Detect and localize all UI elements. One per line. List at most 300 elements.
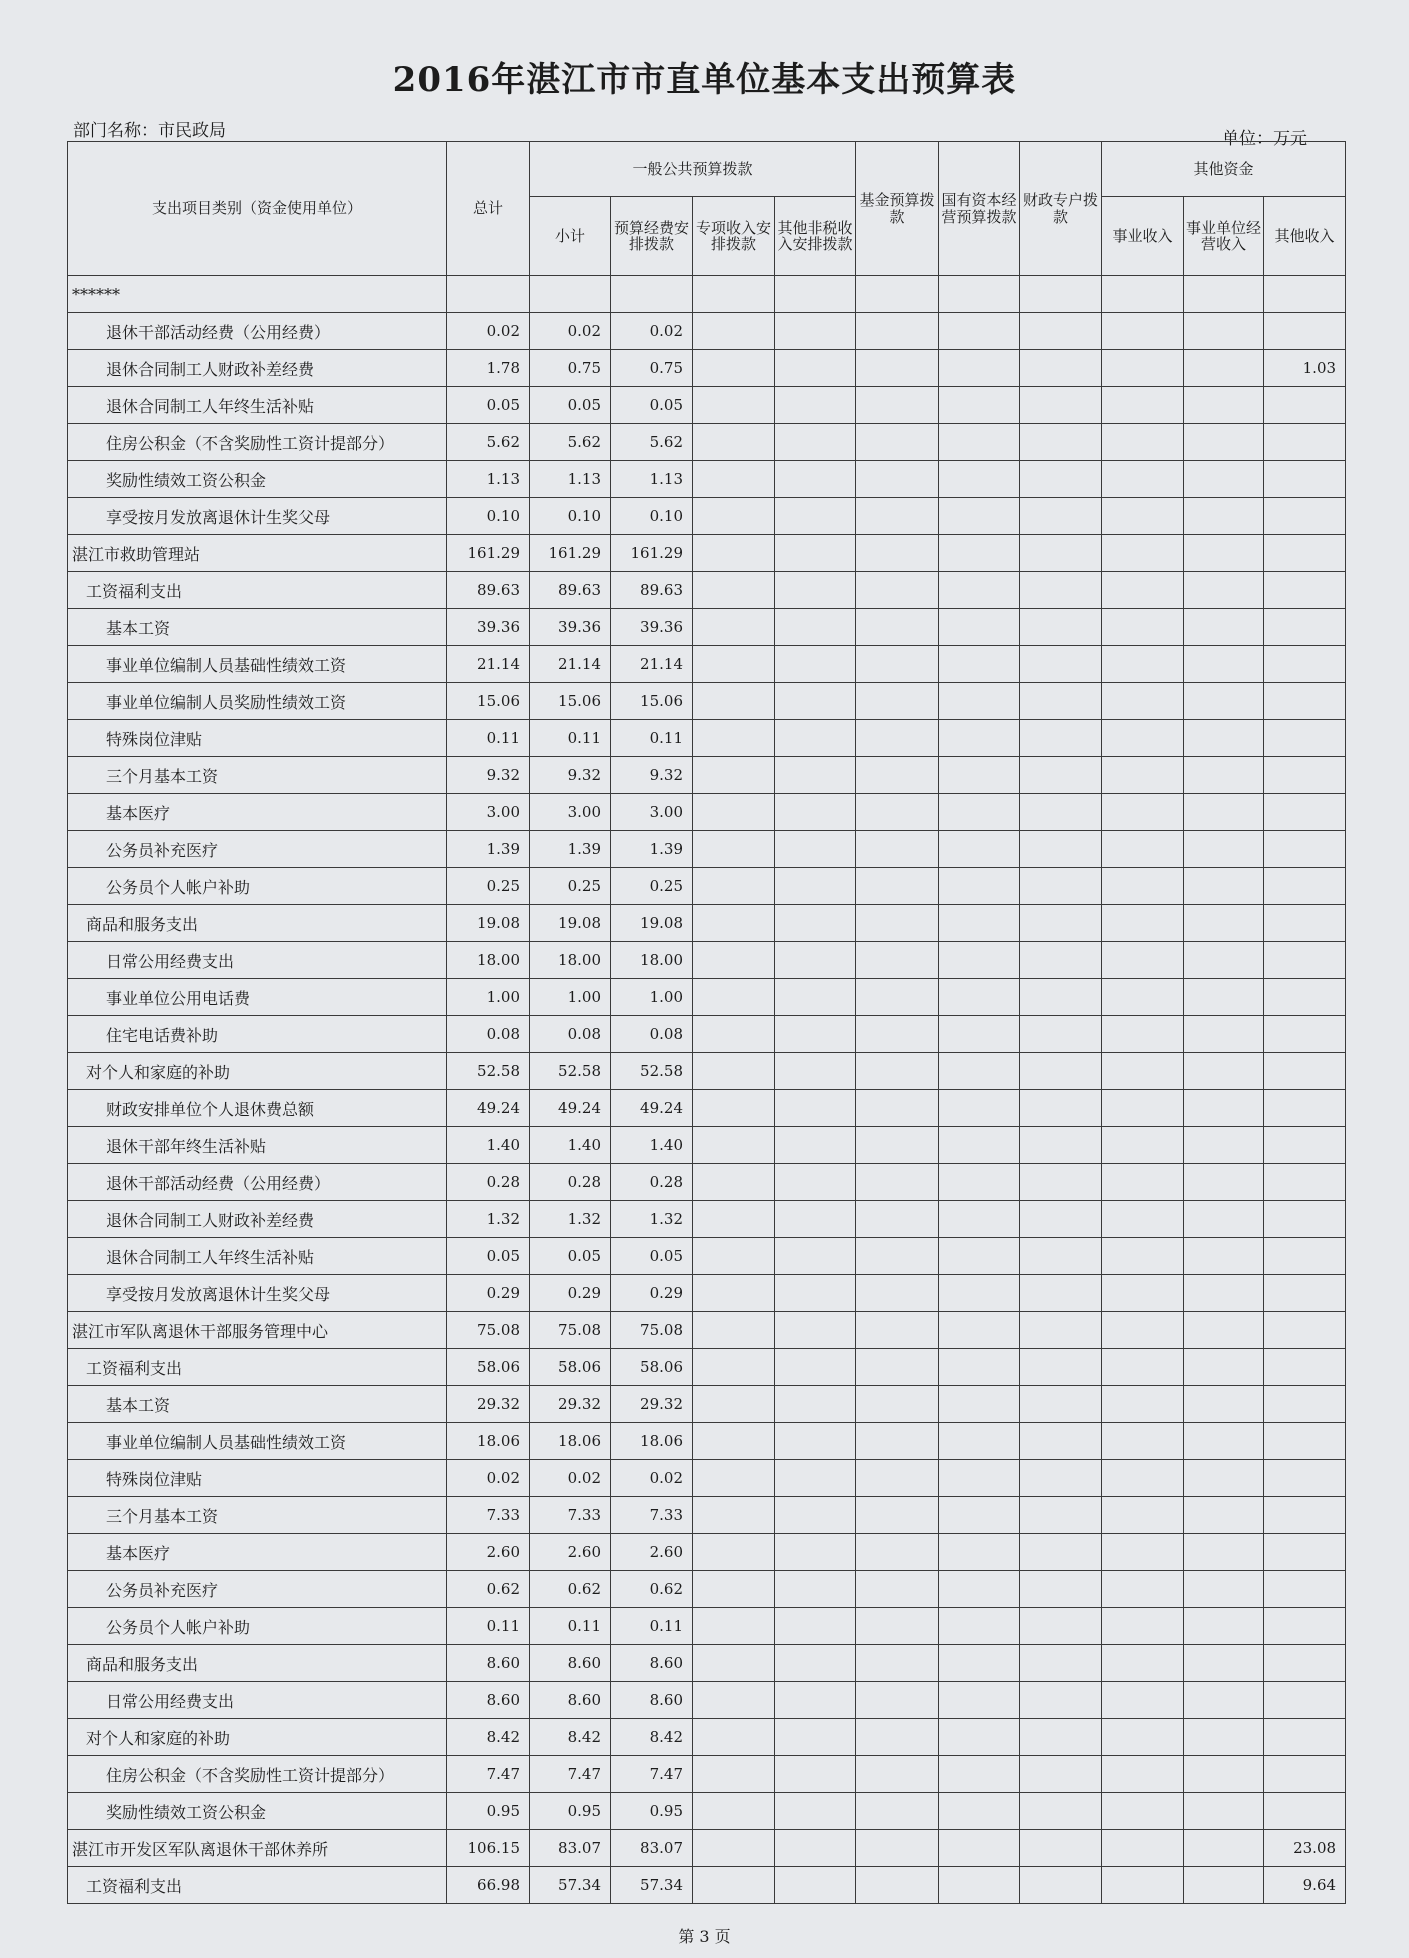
cell-empty xyxy=(1020,905,1102,942)
cell-empty xyxy=(1102,1238,1184,1275)
cell-empty xyxy=(775,1275,856,1312)
cell-other xyxy=(1264,1053,1346,1090)
row-category: 对个人和家庭的补助 xyxy=(68,1719,447,1756)
cell-total: 0.02 xyxy=(447,1460,530,1497)
cell-empty xyxy=(1020,1016,1102,1053)
cell-other xyxy=(1264,1645,1346,1682)
cell-empty xyxy=(775,1571,856,1608)
cell-empty xyxy=(1020,1349,1102,1386)
cell-empty xyxy=(775,1016,856,1053)
cell-empty xyxy=(1102,276,1184,313)
cell-subtotal: 49.24 xyxy=(530,1090,611,1127)
table-row xyxy=(68,646,1346,683)
cell-budget: 0.75 xyxy=(611,350,693,387)
cell-budget: 7.33 xyxy=(611,1497,693,1534)
cell-empty xyxy=(856,1423,939,1460)
cell-empty xyxy=(939,609,1020,646)
cell-empty xyxy=(775,1164,856,1201)
cell-empty xyxy=(856,350,939,387)
cell-budget: 1.00 xyxy=(611,979,693,1016)
cell-empty xyxy=(775,535,856,572)
cell-total: 75.08 xyxy=(447,1312,530,1349)
cell-empty xyxy=(1184,831,1264,868)
cell-empty xyxy=(1020,942,1102,979)
cell-empty xyxy=(693,1312,775,1349)
cell-other xyxy=(1264,1386,1346,1423)
row-category: 基本工资 xyxy=(68,609,447,646)
cell-empty xyxy=(1184,313,1264,350)
cell-other: 1.03 xyxy=(1264,350,1346,387)
cell-empty xyxy=(939,1460,1020,1497)
cell-empty xyxy=(775,794,856,831)
cell-empty xyxy=(856,1238,939,1275)
cell-empty xyxy=(939,1867,1020,1904)
row-category: 住房公积金（不含奖励性工资计提部分） xyxy=(68,1756,447,1793)
row-category: 退休干部活动经费（公用经费） xyxy=(68,313,447,350)
cell-total: 0.11 xyxy=(447,720,530,757)
cell-empty xyxy=(1184,1682,1264,1719)
cell-empty xyxy=(1020,424,1102,461)
cell-subtotal: 8.60 xyxy=(530,1645,611,1682)
cell-other xyxy=(1264,535,1346,572)
cell-empty xyxy=(856,313,939,350)
cell-budget: 2.60 xyxy=(611,1534,693,1571)
cell-other xyxy=(1264,1571,1346,1608)
department-label: 部门名称：市民政局 xyxy=(73,121,226,141)
cell-empty xyxy=(856,646,939,683)
cell-subtotal: 21.14 xyxy=(530,646,611,683)
cell-empty xyxy=(1184,461,1264,498)
row-category: 财政安排单位个人退休费总额 xyxy=(68,1090,447,1127)
cell-empty xyxy=(856,1275,939,1312)
cell-other xyxy=(1264,942,1346,979)
cell-other xyxy=(1264,868,1346,905)
cell-subtotal: 0.02 xyxy=(530,1460,611,1497)
cell-empty xyxy=(1020,1164,1102,1201)
header-business-income: 事业收入 xyxy=(1102,197,1184,276)
cell-other xyxy=(1264,1016,1346,1053)
cell-empty xyxy=(1184,905,1264,942)
cell-empty xyxy=(693,1201,775,1238)
cell-empty xyxy=(693,1016,775,1053)
cell-empty xyxy=(939,1349,1020,1386)
cell-empty xyxy=(775,1090,856,1127)
table-row xyxy=(68,1682,1346,1719)
cell-empty xyxy=(939,979,1020,1016)
cell-empty xyxy=(856,1460,939,1497)
cell-budget: 8.60 xyxy=(611,1645,693,1682)
cell-other xyxy=(1264,1312,1346,1349)
table-row xyxy=(68,1719,1346,1756)
cell-empty xyxy=(1020,276,1102,313)
cell-budget: 8.60 xyxy=(611,1682,693,1719)
cell-empty xyxy=(775,1645,856,1682)
table-row xyxy=(68,313,1346,350)
header-other-funds: 其他资金 xyxy=(1102,142,1346,197)
cell-empty xyxy=(775,1719,856,1756)
cell-empty xyxy=(939,1164,1020,1201)
cell-budget: 39.36 xyxy=(611,609,693,646)
cell-empty xyxy=(775,1127,856,1164)
cell-empty xyxy=(775,350,856,387)
cell-empty xyxy=(856,757,939,794)
row-category: 退休干部活动经费（公用经费） xyxy=(68,1164,447,1201)
cell-empty xyxy=(693,1386,775,1423)
cell-other xyxy=(1264,831,1346,868)
cell-empty xyxy=(1102,572,1184,609)
cell-empty xyxy=(1102,1275,1184,1312)
cell-total: 0.62 xyxy=(447,1571,530,1608)
cell-empty xyxy=(856,1645,939,1682)
cell-budget: 9.32 xyxy=(611,757,693,794)
cell-empty xyxy=(939,276,1020,313)
cell-total: 1.40 xyxy=(447,1127,530,1164)
cell-empty xyxy=(939,461,1020,498)
table-row xyxy=(68,868,1346,905)
cell-empty xyxy=(1102,1645,1184,1682)
cell-budget: 21.14 xyxy=(611,646,693,683)
cell-empty xyxy=(775,1793,856,1830)
cell-empty xyxy=(775,1682,856,1719)
cell-budget: 52.58 xyxy=(611,1053,693,1090)
cell-empty xyxy=(856,1127,939,1164)
table-row xyxy=(68,683,1346,720)
header-other-income: 其他收入 xyxy=(1264,197,1346,276)
budget-table xyxy=(67,141,1346,1904)
cell-empty xyxy=(856,276,939,313)
cell-empty xyxy=(1102,1571,1184,1608)
cell-empty xyxy=(939,1312,1020,1349)
cell-empty xyxy=(775,1497,856,1534)
cell-budget xyxy=(611,276,693,313)
cell-budget: 57.34 xyxy=(611,1867,693,1904)
cell-empty xyxy=(775,313,856,350)
row-category: 特殊岗位津贴 xyxy=(68,1460,447,1497)
cell-empty xyxy=(1020,646,1102,683)
cell-empty xyxy=(939,313,1020,350)
cell-empty xyxy=(693,387,775,424)
cell-empty xyxy=(693,1127,775,1164)
cell-empty xyxy=(693,1645,775,1682)
cell-budget: 15.06 xyxy=(611,683,693,720)
row-category: 退休合同制工人财政补差经费 xyxy=(68,350,447,387)
cell-empty xyxy=(1184,1201,1264,1238)
row-category: 公务员个人帐户补助 xyxy=(68,868,447,905)
cell-total: 0.05 xyxy=(447,1238,530,1275)
cell-empty xyxy=(775,1238,856,1275)
cell-empty xyxy=(1020,350,1102,387)
cell-subtotal: 15.06 xyxy=(530,683,611,720)
cell-empty xyxy=(1020,461,1102,498)
cell-total: 3.00 xyxy=(447,794,530,831)
cell-empty xyxy=(856,683,939,720)
cell-empty xyxy=(1020,1386,1102,1423)
cell-empty xyxy=(1020,609,1102,646)
cell-empty xyxy=(693,609,775,646)
cell-empty xyxy=(775,757,856,794)
cell-empty xyxy=(1020,1867,1102,1904)
table-row xyxy=(68,1275,1346,1312)
cell-empty xyxy=(1102,1312,1184,1349)
header-category: 支出项目类别（资金使用单位） xyxy=(68,142,447,276)
cell-empty xyxy=(693,1423,775,1460)
header-general-budget: 一般公共预算拨款 xyxy=(530,142,856,197)
table-row xyxy=(68,1238,1346,1275)
row-category: 日常公用经费支出 xyxy=(68,942,447,979)
cell-empty xyxy=(1184,535,1264,572)
cell-empty xyxy=(939,1608,1020,1645)
cell-other xyxy=(1264,1238,1346,1275)
cell-subtotal: 0.05 xyxy=(530,387,611,424)
table-row xyxy=(68,1386,1346,1423)
cell-empty xyxy=(1184,1830,1264,1867)
cell-empty xyxy=(939,683,1020,720)
cell-budget: 8.42 xyxy=(611,1719,693,1756)
table-row xyxy=(68,1201,1346,1238)
row-category: 退休合同制工人财政补差经费 xyxy=(68,1201,447,1238)
row-category: 湛江市救助管理站 xyxy=(68,535,447,572)
cell-subtotal: 0.75 xyxy=(530,350,611,387)
cell-empty xyxy=(856,1867,939,1904)
cell-empty xyxy=(1184,1719,1264,1756)
cell-empty xyxy=(939,1719,1020,1756)
cell-other xyxy=(1264,979,1346,1016)
cell-other xyxy=(1264,1682,1346,1719)
cell-empty xyxy=(856,1830,939,1867)
row-category: 商品和服务支出 xyxy=(68,1645,447,1682)
cell-empty xyxy=(693,1275,775,1312)
cell-subtotal: 18.06 xyxy=(530,1423,611,1460)
cell-empty xyxy=(693,461,775,498)
cell-empty xyxy=(1102,757,1184,794)
cell-empty xyxy=(856,794,939,831)
cell-empty xyxy=(1184,387,1264,424)
cell-total: 89.63 xyxy=(447,572,530,609)
table-row xyxy=(68,535,1346,572)
cell-total: 8.60 xyxy=(447,1645,530,1682)
cell-budget: 0.95 xyxy=(611,1793,693,1830)
cell-empty xyxy=(939,424,1020,461)
cell-empty xyxy=(856,1608,939,1645)
table-row xyxy=(68,609,1346,646)
cell-empty xyxy=(1020,831,1102,868)
page-number: 第 3 页 xyxy=(678,1927,731,1946)
cell-empty xyxy=(1184,683,1264,720)
cell-budget: 0.02 xyxy=(611,1460,693,1497)
table-row xyxy=(68,424,1346,461)
cell-empty xyxy=(1102,1349,1184,1386)
cell-budget: 0.11 xyxy=(611,720,693,757)
cell-empty xyxy=(693,1090,775,1127)
table-row xyxy=(68,572,1346,609)
cell-empty xyxy=(775,276,856,313)
cell-empty xyxy=(856,1053,939,1090)
cell-other xyxy=(1264,1756,1346,1793)
cell-other xyxy=(1264,1275,1346,1312)
cell-empty xyxy=(1102,1201,1184,1238)
cell-empty xyxy=(693,1238,775,1275)
cell-empty xyxy=(1102,350,1184,387)
cell-empty xyxy=(856,1682,939,1719)
cell-subtotal: 0.10 xyxy=(530,498,611,535)
cell-total: 106.15 xyxy=(447,1830,530,1867)
cell-empty xyxy=(856,535,939,572)
cell-empty xyxy=(1020,1460,1102,1497)
cell-subtotal xyxy=(530,276,611,313)
cell-subtotal: 19.08 xyxy=(530,905,611,942)
cell-total: 1.00 xyxy=(447,979,530,1016)
cell-other xyxy=(1264,1534,1346,1571)
cell-subtotal: 0.05 xyxy=(530,1238,611,1275)
cell-budget: 0.05 xyxy=(611,387,693,424)
table-row xyxy=(68,350,1346,387)
cell-subtotal: 83.07 xyxy=(530,1830,611,1867)
cell-empty xyxy=(1020,1275,1102,1312)
cell-empty xyxy=(1184,1090,1264,1127)
cell-total: 66.98 xyxy=(447,1867,530,1904)
cell-empty xyxy=(1020,979,1102,1016)
table-body xyxy=(68,276,1346,1904)
header-fund-budget: 基金预算拨款 xyxy=(856,142,939,276)
cell-budget: 0.02 xyxy=(611,313,693,350)
cell-empty xyxy=(939,1497,1020,1534)
header-special-income: 专项收入安排拨款 xyxy=(693,197,775,276)
cell-subtotal: 8.42 xyxy=(530,1719,611,1756)
cell-other: 9.64 xyxy=(1264,1867,1346,1904)
cell-empty xyxy=(939,1830,1020,1867)
cell-total: 7.47 xyxy=(447,1756,530,1793)
cell-subtotal: 3.00 xyxy=(530,794,611,831)
row-category: 退休干部年终生活补贴 xyxy=(68,1127,447,1164)
cell-budget: 83.07 xyxy=(611,1830,693,1867)
cell-empty xyxy=(1184,498,1264,535)
cell-other xyxy=(1264,1164,1346,1201)
cell-budget: 89.63 xyxy=(611,572,693,609)
cell-empty xyxy=(693,1793,775,1830)
cell-empty xyxy=(1184,1127,1264,1164)
cell-empty xyxy=(1020,1090,1102,1127)
cell-empty xyxy=(1020,868,1102,905)
cell-empty xyxy=(1184,1275,1264,1312)
cell-empty xyxy=(939,1756,1020,1793)
row-category: 退休合同制工人年终生活补贴 xyxy=(68,1238,447,1275)
cell-empty xyxy=(856,1719,939,1756)
cell-empty xyxy=(939,1238,1020,1275)
cell-empty xyxy=(1184,794,1264,831)
cell-total: 8.42 xyxy=(447,1719,530,1756)
cell-empty xyxy=(856,1793,939,1830)
cell-empty xyxy=(693,1053,775,1090)
cell-empty xyxy=(693,1460,775,1497)
row-category: 退休合同制工人年终生活补贴 xyxy=(68,387,447,424)
cell-empty xyxy=(1102,1534,1184,1571)
cell-empty xyxy=(1020,572,1102,609)
row-category: 事业单位公用电话费 xyxy=(68,979,447,1016)
cell-total: 21.14 xyxy=(447,646,530,683)
cell-empty xyxy=(1102,794,1184,831)
cell-empty xyxy=(775,1608,856,1645)
cell-budget: 29.32 xyxy=(611,1386,693,1423)
table-row xyxy=(68,1571,1346,1608)
table-row xyxy=(68,1645,1346,1682)
cell-other xyxy=(1264,1793,1346,1830)
cell-empty xyxy=(693,979,775,1016)
row-category: 基本工资 xyxy=(68,1386,447,1423)
cell-subtotal: 29.32 xyxy=(530,1386,611,1423)
cell-empty xyxy=(939,794,1020,831)
cell-empty xyxy=(693,1867,775,1904)
cell-empty xyxy=(1184,1534,1264,1571)
cell-empty xyxy=(693,942,775,979)
cell-empty xyxy=(939,1090,1020,1127)
cell-empty xyxy=(1102,1756,1184,1793)
cell-other xyxy=(1264,313,1346,350)
cell-empty xyxy=(856,942,939,979)
table-row xyxy=(68,1534,1346,1571)
cell-empty xyxy=(775,1460,856,1497)
header-total: 总计 xyxy=(447,142,530,276)
cell-empty xyxy=(856,1016,939,1053)
cell-other xyxy=(1264,276,1346,313)
cell-empty xyxy=(1020,1127,1102,1164)
cell-total: 1.13 xyxy=(447,461,530,498)
cell-total: 39.36 xyxy=(447,609,530,646)
cell-empty xyxy=(1184,1164,1264,1201)
cell-empty xyxy=(856,424,939,461)
cell-subtotal: 57.34 xyxy=(530,1867,611,1904)
cell-other xyxy=(1264,498,1346,535)
cell-total: 52.58 xyxy=(447,1053,530,1090)
cell-empty xyxy=(939,1423,1020,1460)
cell-empty xyxy=(939,831,1020,868)
cell-empty xyxy=(1184,1793,1264,1830)
cell-empty xyxy=(693,868,775,905)
cell-total: 29.32 xyxy=(447,1386,530,1423)
cell-empty xyxy=(1020,1830,1102,1867)
cell-subtotal: 1.13 xyxy=(530,461,611,498)
cell-empty xyxy=(939,1645,1020,1682)
cell-other xyxy=(1264,1460,1346,1497)
row-category: 事业单位编制人员奖励性绩效工资 xyxy=(68,683,447,720)
header-budget-funds: 预算经费安排拨款 xyxy=(611,197,693,276)
cell-empty xyxy=(939,1201,1020,1238)
cell-budget: 0.11 xyxy=(611,1608,693,1645)
cell-empty xyxy=(775,1312,856,1349)
row-category: 住宅电话费补助 xyxy=(68,1016,447,1053)
cell-empty xyxy=(1102,683,1184,720)
cell-empty xyxy=(1020,313,1102,350)
row-category: 湛江市军队离退休干部服务管理中心 xyxy=(68,1312,447,1349)
cell-other xyxy=(1264,757,1346,794)
cell-empty xyxy=(1102,868,1184,905)
cell-empty xyxy=(775,1867,856,1904)
cell-empty xyxy=(939,868,1020,905)
cell-empty xyxy=(939,757,1020,794)
cell-empty xyxy=(939,1571,1020,1608)
cell-empty xyxy=(693,1164,775,1201)
cell-subtotal: 58.06 xyxy=(530,1349,611,1386)
header-subtotal: 小计 xyxy=(530,197,611,276)
cell-empty xyxy=(939,350,1020,387)
cell-empty xyxy=(1102,461,1184,498)
cell-budget: 19.08 xyxy=(611,905,693,942)
cell-other xyxy=(1264,720,1346,757)
cell-empty xyxy=(775,609,856,646)
cell-empty xyxy=(1102,979,1184,1016)
cell-empty xyxy=(693,757,775,794)
cell-empty xyxy=(693,1534,775,1571)
cell-empty xyxy=(775,905,856,942)
